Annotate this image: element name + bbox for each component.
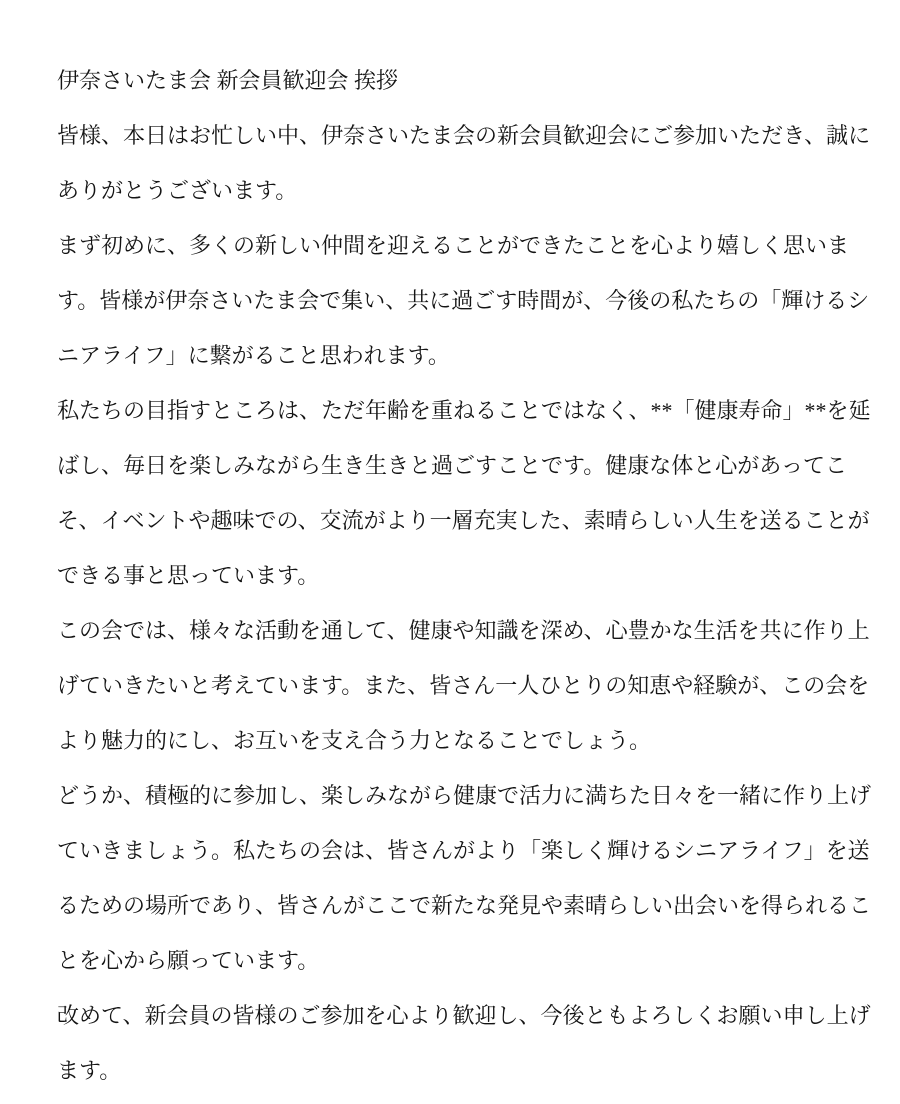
text-line: そ、イベントや趣味での、交流がより一層充実した、素晴らしい人生を送ることが — [57, 508, 870, 533]
text-line: ます。 — [57, 1058, 122, 1083]
text-line: この会では、様々な活動を通して、健康や知識を深め、心豊かな生活を共に作り上 — [57, 618, 870, 643]
text-line: す。皆様が伊奈さいたま会で集い、共に過ごす時間が、今後の私たちの「輝けるシ — [57, 288, 870, 313]
document-title: 伊奈さいたま会 新会員歓迎会 挨拶 — [57, 68, 399, 93]
text-line: どうか、積極的に参加し、楽しみながら健康で活力に満ちた日々を一緒に作り上げ — [57, 783, 872, 808]
text-line: とを心から願っています。 — [57, 948, 320, 973]
text-line: まず初めに、多くの新しい仲間を迎えることができたことを心より嬉しく思いま — [57, 233, 850, 258]
text-line: るための場所であり、皆さんがここで新たな発見や素晴らしい出会いを得られるこ — [57, 893, 872, 918]
text-line: ありがとうございます。 — [57, 178, 298, 203]
text-line: げていきたいと考えています。また、皆さん一人ひとりの知恵や経験が、この会を — [57, 673, 870, 698]
text-line: ばし、毎日を楽しみながら生き生きと過ごすことです。健康な体と心があってこ — [57, 453, 848, 478]
text-line: より魅力的にし、お互いを支え合う力となることでしょう。 — [57, 728, 652, 753]
text-line: ニアライフ」に繋がること思われます。 — [57, 343, 450, 368]
document-body — [57, 108, 872, 1098]
text-line: できる事と思っています。 — [57, 563, 320, 588]
text-line: 皆様、本日はお忙しい中、伊奈さいたま会の新会員歓迎会にご参加いただき、誠に — [57, 123, 871, 148]
text-line: ていきましょう。私たちの会は、皆さんがより「楽しく輝けるシニアライフ」を送 — [57, 838, 870, 863]
text-line: 改めて、新会員の皆様のご参加を心より歓迎し、今後ともよろしくお願い申し上げ — [57, 1003, 871, 1028]
text-line: 私たちの目指すところは、ただ年齢を重ねることではなく、**「健康寿命」**を延 — [57, 398, 871, 423]
